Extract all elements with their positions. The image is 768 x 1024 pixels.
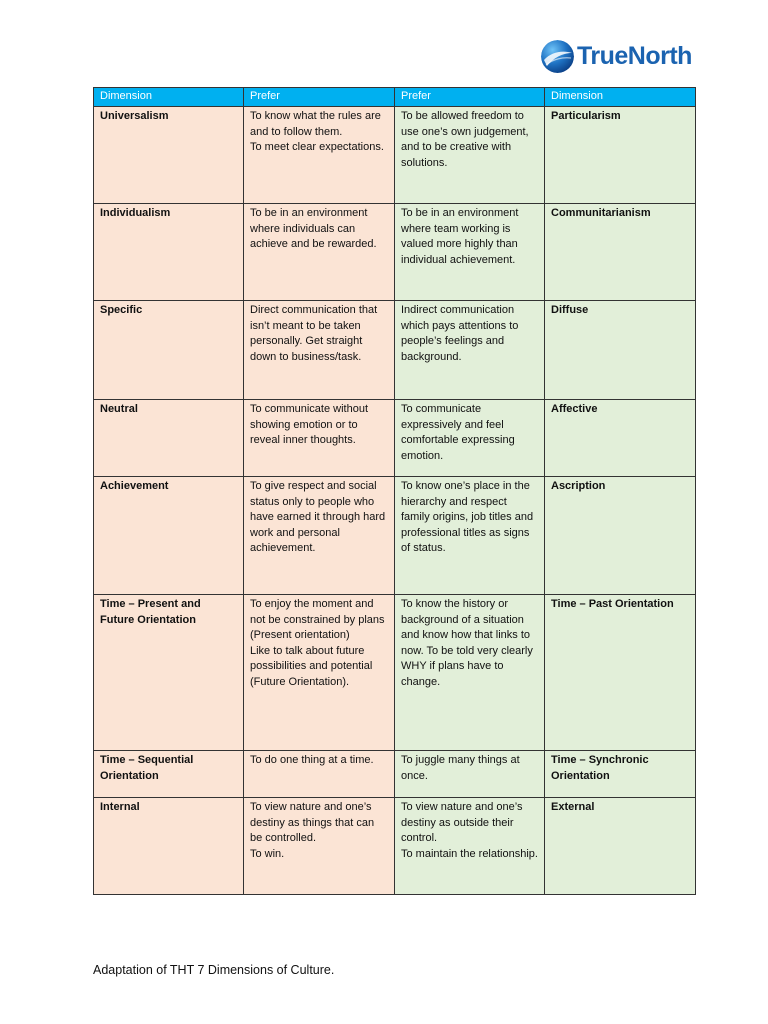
dimension-right-cell: Time – Past Orientation <box>545 595 696 751</box>
table-row <box>94 751 696 798</box>
header-dimension-left: Dimension <box>94 88 244 107</box>
dimension-right-cell: Particularism <box>545 107 696 204</box>
preference-right-cell: To know one’s place in the hierarchy and respect family origins, job titles and professional titles as signs of status. <box>395 477 545 595</box>
caption: Adaptation of THT 7 Dimensions of Culture. <box>93 963 335 977</box>
dimension-left-cell: Individualism <box>94 204 244 301</box>
table-body <box>94 107 696 895</box>
table-row <box>94 477 696 595</box>
header-prefer-right: Prefer <box>395 88 545 107</box>
preference-right-cell: To be allowed freedom to use one’s own judgement, and to be creative with solutions. <box>395 107 545 204</box>
logo-text-north: North <box>627 42 692 70</box>
preference-left-cell: To give respect and social status only to people who have earned it through hard work and personal achievement. <box>244 477 395 595</box>
dimension-left-cell: Time – Present and Future Orientation <box>94 595 244 751</box>
preference-left-cell: To enjoy the moment and not be constrained by plans (Present orientation) Like to talk about future possibilities and potential (Future Orientation). <box>244 595 395 751</box>
table-row <box>94 798 696 895</box>
dimension-left-cell: Specific <box>94 301 244 400</box>
dimension-left-cell: Achievement <box>94 477 244 595</box>
dimension-right-cell: Affective <box>545 400 696 477</box>
globe-icon <box>541 40 574 73</box>
table-row <box>94 301 696 400</box>
truenorth-logo <box>541 40 692 73</box>
dimension-left-cell: Internal <box>94 798 244 895</box>
header-prefer-left: Prefer <box>244 88 395 107</box>
dimensions-table <box>93 87 696 895</box>
dimension-left-cell: Neutral <box>94 400 244 477</box>
table-row <box>94 400 696 477</box>
preference-left-cell: To know what the rules are and to follow them. To meet clear expectations. <box>244 107 395 204</box>
dimension-right-cell: External <box>545 798 696 895</box>
preference-left-cell: To communicate without showing emotion or to reveal inner thoughts. <box>244 400 395 477</box>
dimension-right-cell: Time – Synchronic Orientation <box>545 751 696 798</box>
logo-text-true: True <box>577 42 628 70</box>
preference-right-cell: To know the history or background of a situation and know how that links to now. To be told very clearly WHY if plans have to change. <box>395 595 545 751</box>
preference-right-cell: To be in an environment where team working is valued more highly than individual achievement. <box>395 204 545 301</box>
dimension-right-cell: Ascription <box>545 477 696 595</box>
dimension-left-cell: Universalism <box>94 107 244 204</box>
preference-right-cell: To communicate expressively and feel comfortable expressing emotion. <box>395 400 545 477</box>
table-header-row <box>94 88 696 107</box>
header-dimension-right: Dimension <box>545 88 696 107</box>
preference-right-cell: To view nature and one’s destiny as outside their control. To maintain the relationship. <box>395 798 545 895</box>
dimension-right-cell: Communitarianism <box>545 204 696 301</box>
logo-wordmark <box>577 42 692 71</box>
table-row <box>94 204 696 301</box>
preference-left-cell: To do one thing at a time. <box>244 751 395 798</box>
dimension-left-cell: Time – Sequential Orientation <box>94 751 244 798</box>
table-row <box>94 107 696 204</box>
preference-left-cell: To be in an environment where individuals can achieve and be rewarded. <box>244 204 395 301</box>
dimension-right-cell: Diffuse <box>545 301 696 400</box>
preference-left-cell: Direct communication that isn’t meant to be taken personally. Get straight down to business/task. <box>244 301 395 400</box>
table-row <box>94 595 696 751</box>
preference-right-cell: To juggle many things at once. <box>395 751 545 798</box>
preference-left-cell: To view nature and one’s destiny as things that can be controlled. To win. <box>244 798 395 895</box>
preference-right-cell: Indirect communication which pays attentions to people’s feelings and background. <box>395 301 545 400</box>
